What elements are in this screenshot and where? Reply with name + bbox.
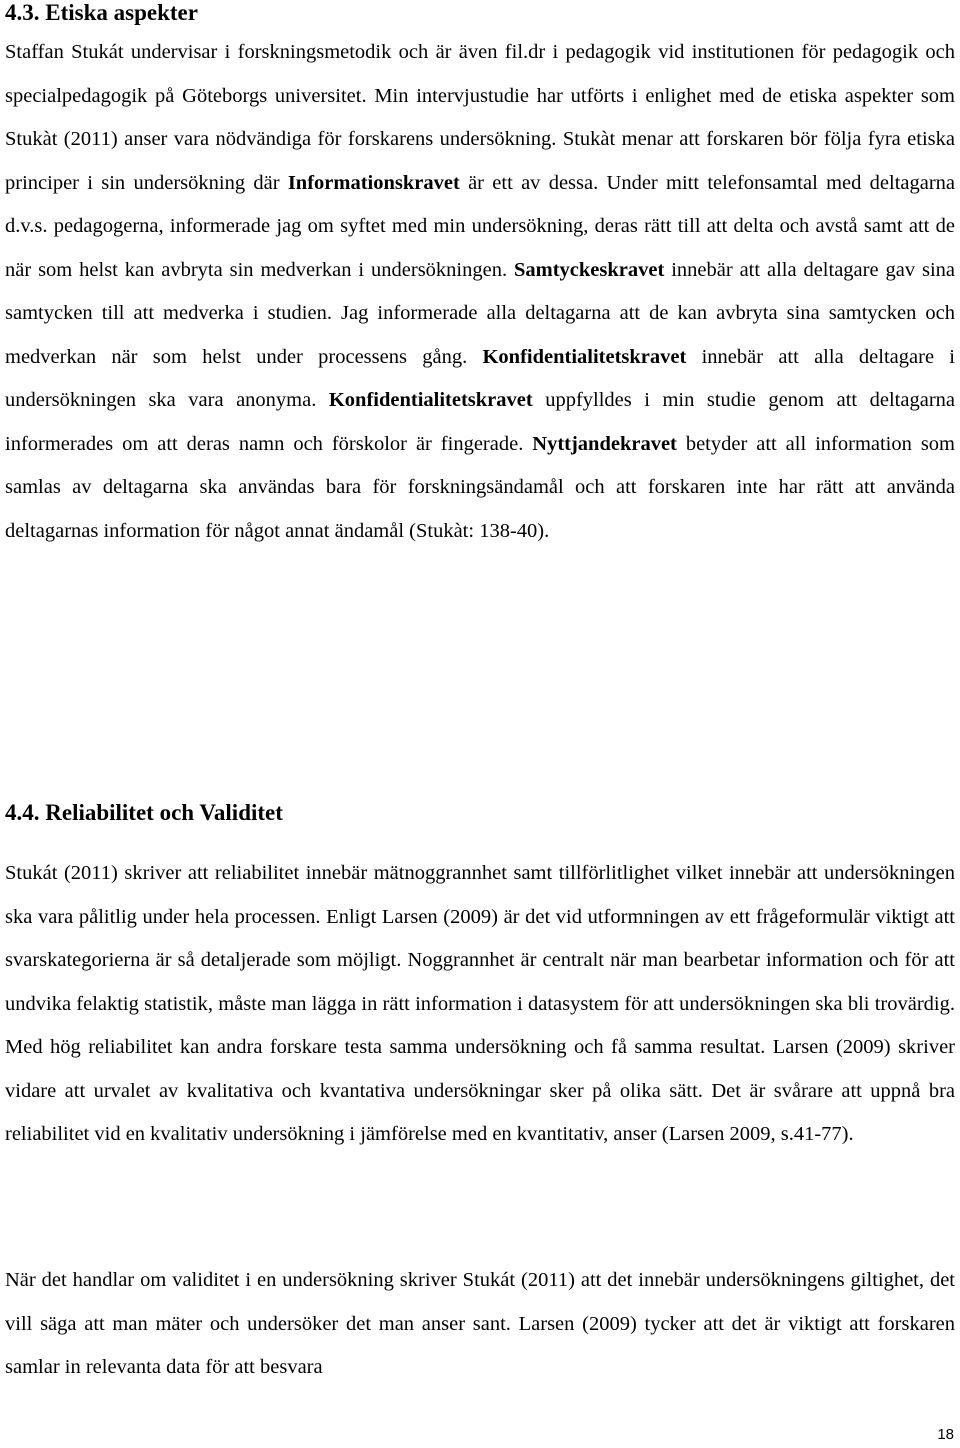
- text-segment: är ett av dessa. Under mitt telefonsamtal med deltagarna d.v.s. pedagogerna, informerade jag om syftet med min undersökning, deras rätt till att delta och avstå samt att de när som helst kan avbryta sin medverkan i undersökningen.: [5, 171, 956, 281]
- bold-term: Informationskravet: [287, 171, 460, 194]
- bold-term: Samtyckeskravet: [514, 258, 665, 281]
- page-number: 18: [937, 1426, 954, 1443]
- text-segment: innebär att alla deltagare i undersökningen ska vara anonyma.: [5, 345, 956, 411]
- paragraph-reliabilitet: Stukát (2011) skriver att reliabilitet innebär mätnoggrannhet samt tillförlitlighet vilket innebär att undersökningen ska vara pålitlig under hela processen. Enligt Larsen (2009) är det vid utformningen av ett frågeformulär viktigt att svarskategorierna är så detaljerade som möjligt. Noggrannhet är centralt när man bearbetar information och för att undvika felaktig statistik, måste man lägga in rätt information i datasystem för att undersökningen ska bli trovärdig. Med hög reliabilitet kan andra forskare testa samma undersökning och få samma resultat. Larsen (2009) skriver vidare att urvalet av kvalitativa och kvantativa undersökningar sker på olika sätt. Det är svårare att uppnå bra reliabilitet vid en kvalitativ undersökning i jämförelse med en kvantitativ, anser (Larsen 2009, s.41-77).: [5, 862, 955, 1145]
- text-segment: uppfylldes i min studie genom att deltagarna informerades om att deras namn och förskolor är fingerade.: [5, 389, 955, 455]
- bold-term: Nyttjandekravet: [532, 432, 677, 455]
- section-heading-etiska-aspekter: 4.3. Etiska aspekter: [5, 0, 198, 25]
- section-heading-reliabilitet-validitet: 4.4. Reliabilitet och Validitet: [5, 800, 283, 825]
- paragraph-validitet: När det handlar om validitet i en undersökning skriver Stukát (2011) att det innebär undersökningens giltighet, det vill säga att man mäter och undersöker det man anser sant. Larsen (2009) tycker att det är viktigt att forskaren samlar in relevanta data för att besvara: [5, 1269, 955, 1378]
- paragraph-etiska-aspekter: [5, 31, 955, 553]
- text-segment: Staffan Stukát undervisar i forskningsmetodik och är även fil.dr i pedagogik vid institutionen för pedagogik och specialpedagogik på Göteborgs universitet. Min intervjustudie har utförts i enlighet med de etiska aspekter som Stukàt (2011) anser vara nödvändiga för forskarens undersökning. Stukàt menar att forskaren bör följa fyra etiska principer i sin undersökning där: [5, 41, 955, 194]
- bold-term: Konfidentialitetskravet: [328, 389, 533, 411]
- bold-term: Konfidentialitetskravet: [482, 345, 687, 368]
- text-segment: innebär att alla deltagare gav sina samtycken till att medverka i studien. Jag informerade alla deltagarna att de kan avbryta sina samtycken och medverkan när som helst under processens gång.: [5, 258, 955, 368]
- text-segment: betyder att all information som samlas av deltagarna ska användas bara för forskningsändamål och att forskaren inte har rätt att använda deltagarnas information för något annat ändamål (Stukàt: 138-40).: [5, 432, 955, 542]
